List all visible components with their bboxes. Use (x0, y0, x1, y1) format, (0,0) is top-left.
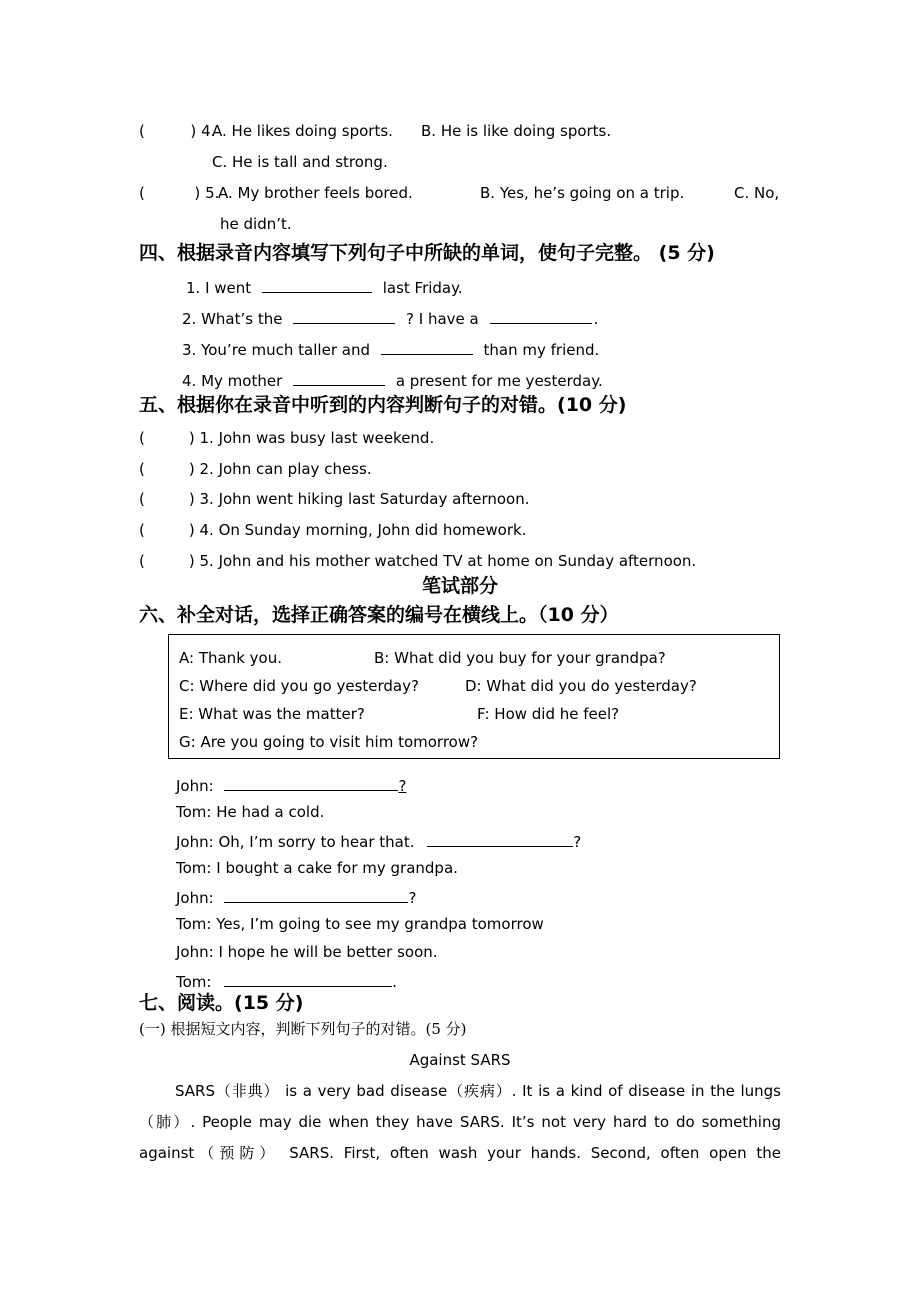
dialogue-text: Oh, I’m sorry to hear that. (218, 833, 415, 851)
fill-text: ? I have a (406, 310, 479, 328)
section-title: 五、根据你在录音中听到的内容判断句子的对错。 (139, 394, 558, 416)
section-title: 六、补全对话，选择正确答案的编号在横线上。 (139, 604, 539, 626)
section-score: (5 分) (658, 242, 715, 264)
fill-text: last Friday. (382, 279, 463, 297)
fill-text: 3. You’re much taller and (182, 341, 370, 359)
question-row (139, 121, 215, 141)
end-mark: ? (573, 833, 582, 851)
judge-item: ( ) 4. On Sunday morning, John did homework. (139, 521, 527, 539)
fill-text: . (593, 310, 599, 328)
dialogue-line (176, 914, 544, 934)
option-a: A: Thank you. (179, 649, 282, 667)
speaker: John: (176, 943, 214, 961)
fill-item (182, 369, 603, 391)
question-number: 5. (205, 184, 220, 202)
dialogue-line (176, 830, 581, 852)
fill-blank[interactable] (293, 307, 395, 324)
option-d: D: What did you do yesterday? (465, 677, 697, 695)
dialogue-line (176, 774, 406, 796)
section-heading (139, 603, 619, 627)
section-score: (10 分) (557, 394, 627, 416)
subsection-title: (一) 根据短文内容，判断下列句子的对错。(5 分) (139, 1020, 467, 1038)
written-section-title: 笔试部分 (421, 575, 498, 597)
option-c: C. No, (734, 184, 780, 202)
end-mark: . (392, 973, 398, 991)
judge-item: ( ) 5. John and his mother watched TV at home on Sunday afternoon. (139, 552, 697, 570)
fill-text: 2. What’s the (182, 310, 283, 328)
dialogue-text: I bought a cake for my grandpa. (216, 859, 458, 877)
speaker: John: (176, 889, 214, 907)
question-number: 4. (201, 122, 216, 140)
section-heading (139, 393, 626, 417)
fill-text: than my friend. (483, 341, 600, 359)
speaker: Tom: (176, 859, 212, 877)
dialogue-text: Yes, I’m going to see my grandpa tomorrow (216, 915, 544, 933)
speaker: John: (176, 833, 214, 851)
end-mark: ? (398, 777, 407, 795)
section-title: 四、根据录音内容填写下列句子中所缺的单词，使句子完整。 (139, 242, 653, 264)
judge-text: 3. John went hiking last Saturday afternoon. (199, 490, 530, 508)
section-heading (139, 241, 715, 265)
section-heading (139, 991, 303, 1015)
judge-text: 5. John and his mother watched TV at home on Sunday afternoon. (199, 552, 697, 570)
dialogue-blank[interactable] (427, 830, 573, 847)
answer-paren-close: ) (194, 184, 201, 202)
question-row (139, 183, 219, 203)
passage-line: against（预防） SARS. First, often wash your hands. Second, often open the (139, 1144, 781, 1162)
dialogue-blank[interactable] (224, 886, 408, 903)
judge-item: ( ) 3. John went hiking last Saturday afternoon. (139, 490, 530, 508)
dialogue-line (176, 942, 438, 962)
dialogue-line (176, 858, 458, 878)
fill-text: a present for me yesterday. (395, 372, 603, 390)
fill-blank[interactable] (381, 338, 473, 355)
section-title: 七、阅读。 (139, 992, 235, 1014)
judge-text: 4. On Sunday morning, John did homework. (199, 521, 527, 539)
speaker: Tom: (176, 915, 212, 933)
fill-blank[interactable] (490, 307, 592, 324)
option-b: B: What did you buy for your grandpa? (374, 649, 666, 667)
dialogue-line (176, 970, 397, 992)
judge-item: ( ) 2. John can play chess. (139, 460, 372, 478)
option-b: B. He is like doing sports. (421, 122, 612, 140)
passage-title: Against SARS (409, 1051, 511, 1069)
dialogue-text: He had a cold. (216, 803, 325, 821)
dialogue-line (176, 802, 324, 822)
end-mark: ? (408, 889, 417, 907)
section-score: （10 分） (538, 604, 619, 626)
option-a: A. He likes doing sports. (212, 122, 393, 140)
fill-item (186, 276, 463, 298)
speaker: Tom: (176, 973, 212, 991)
fill-blank[interactable] (293, 369, 385, 386)
option-e: E: What was the matter? (179, 705, 365, 723)
section-score: (15 分) (234, 992, 304, 1014)
judge-item: ( ) 1. John was busy last weekend. (139, 429, 435, 447)
fill-item (182, 338, 599, 360)
passage-line: SARS（非典） is a very bad disease（疾病）. It is a kind of disease in the lungs (175, 1082, 781, 1100)
option-g: G: Are you going to visit him tomorrow? (179, 733, 479, 751)
fill-blank[interactable] (262, 276, 372, 293)
dialogue-blank[interactable] (224, 774, 398, 791)
option-c: C. He is tall and strong. (212, 153, 388, 171)
fill-item (182, 307, 598, 329)
answer-paren-close: ) (190, 122, 197, 140)
options-box (168, 634, 780, 759)
option-c-continued: he didn’t. (220, 215, 292, 233)
answer-paren-open: ( (139, 184, 145, 202)
judge-text: 1. John was busy last weekend. (199, 429, 435, 447)
option-b: B. Yes, he’s going on a trip. (480, 184, 685, 202)
answer-paren-open: ( (139, 122, 145, 140)
fill-text: 1. I went (186, 279, 252, 297)
speaker: John: (176, 777, 214, 795)
dialogue-text: I hope he will be better soon. (218, 943, 438, 961)
judge-text: 2. John can play chess. (199, 460, 372, 478)
speaker: Tom: (176, 803, 212, 821)
option-c: C: Where did you go yesterday? (179, 677, 419, 695)
dialogue-line (176, 886, 416, 908)
dialogue-blank[interactable] (224, 970, 392, 987)
passage-line: （肺）. People may die when they have SARS. It’s not very hard to do something (139, 1113, 781, 1131)
option-a: A. My brother feels bored. (218, 184, 413, 202)
fill-text: 4. My mother (182, 372, 283, 390)
option-f: F: How did he feel? (477, 705, 620, 723)
